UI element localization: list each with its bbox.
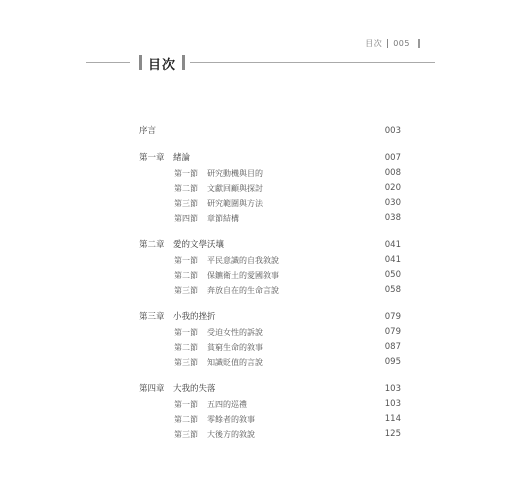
section-title: 平民意識的自我敘說 (207, 256, 279, 265)
section-title: 受迫女性的訴說 (207, 328, 263, 337)
section-page: 041 (384, 255, 401, 265)
section-page: 095 (384, 357, 401, 367)
running-head-section: 目次 (365, 39, 383, 48)
running-head-divider (387, 39, 388, 48)
section-number: 第一節 (174, 169, 198, 178)
chapter-page: 103 (384, 384, 401, 394)
section-title: 貧窮生命的敘事 (207, 343, 263, 352)
section-page: 125 (384, 429, 401, 439)
running-head-bar (418, 39, 420, 48)
chapter-number: 第二章 (139, 240, 165, 250)
chapter-title: 大我的失落 (173, 384, 216, 394)
section-page: 114 (384, 414, 401, 424)
toc-section[interactable] (139, 268, 401, 283)
section-number: 第三節 (174, 358, 198, 367)
chapter-title: 愛的文學沃壤 (173, 240, 225, 250)
toc-section[interactable] (139, 340, 401, 355)
section-number: 第一節 (174, 256, 198, 265)
section-page: 103 (384, 399, 401, 409)
section-title: 研究範圍與方法 (207, 199, 263, 208)
running-head (365, 38, 420, 49)
toc-entry-page: 003 (384, 126, 401, 136)
chapter-number: 第四章 (139, 384, 165, 394)
section-page: 008 (384, 168, 401, 178)
title-rule-left (86, 62, 130, 63)
section-number: 第二節 (174, 343, 198, 352)
toc-chapter-4[interactable] (139, 382, 401, 397)
running-head-page-number: 005 (393, 39, 410, 48)
section-number: 第三節 (174, 286, 198, 295)
section-number: 第二節 (174, 184, 198, 193)
toc-entry-preface[interactable] (139, 124, 401, 139)
section-page: 020 (384, 183, 401, 193)
chapter-title: 緒論 (173, 153, 191, 163)
chapter-page: 007 (384, 153, 401, 163)
chapter-number: 第一章 (139, 153, 165, 163)
title-bracket-right (182, 55, 185, 70)
chapter-page: 041 (384, 240, 401, 250)
toc-chapter-2[interactable] (139, 238, 401, 253)
toc-section[interactable] (139, 181, 401, 196)
toc-section[interactable] (139, 253, 401, 268)
section-title: 零餘者的敘事 (207, 415, 255, 424)
page-title: 目次 (148, 58, 177, 73)
toc-section[interactable] (139, 283, 401, 298)
section-number: 第三節 (174, 430, 198, 439)
section-number: 第三節 (174, 199, 198, 208)
toc-entry-label: 序言 (139, 126, 157, 136)
toc-section[interactable] (139, 196, 401, 211)
section-title: 保鑣衛土的愛國敘事 (207, 271, 279, 280)
section-number: 第一節 (174, 400, 198, 409)
toc-section[interactable] (139, 325, 401, 340)
toc-section[interactable] (139, 166, 401, 181)
section-title: 章節結構 (207, 214, 239, 223)
section-title: 大後方的敘說 (207, 430, 255, 439)
section-number: 第四節 (174, 214, 198, 223)
section-page: 087 (384, 342, 401, 352)
chapter-page: 079 (384, 312, 401, 322)
toc-section[interactable] (139, 412, 401, 427)
section-title: 奔放自在的生命言說 (207, 286, 279, 295)
section-page: 079 (384, 327, 401, 337)
toc-section[interactable] (139, 355, 401, 370)
toc-section[interactable] (139, 397, 401, 412)
section-page: 030 (384, 198, 401, 208)
chapter-number: 第三章 (139, 312, 165, 322)
toc-chapter-3[interactable] (139, 310, 401, 325)
section-page: 050 (384, 270, 401, 280)
table-of-contents (139, 124, 401, 442)
title-bracket-left (139, 55, 142, 70)
section-page: 058 (384, 285, 401, 295)
toc-section[interactable] (139, 211, 401, 226)
section-title: 知識貶值的言說 (207, 358, 263, 367)
toc-section[interactable] (139, 427, 401, 442)
title-rule-right (190, 62, 435, 63)
section-page: 038 (384, 213, 401, 223)
chapter-title: 小我的挫折 (173, 312, 216, 322)
section-number: 第二節 (174, 271, 198, 280)
section-number: 第一節 (174, 328, 198, 337)
section-title: 文獻回顧與探討 (207, 184, 263, 193)
section-title: 研究動機與目的 (207, 169, 263, 178)
section-number: 第二節 (174, 415, 198, 424)
section-title: 五四的巡禮 (207, 400, 247, 409)
toc-chapter-1[interactable] (139, 151, 401, 166)
